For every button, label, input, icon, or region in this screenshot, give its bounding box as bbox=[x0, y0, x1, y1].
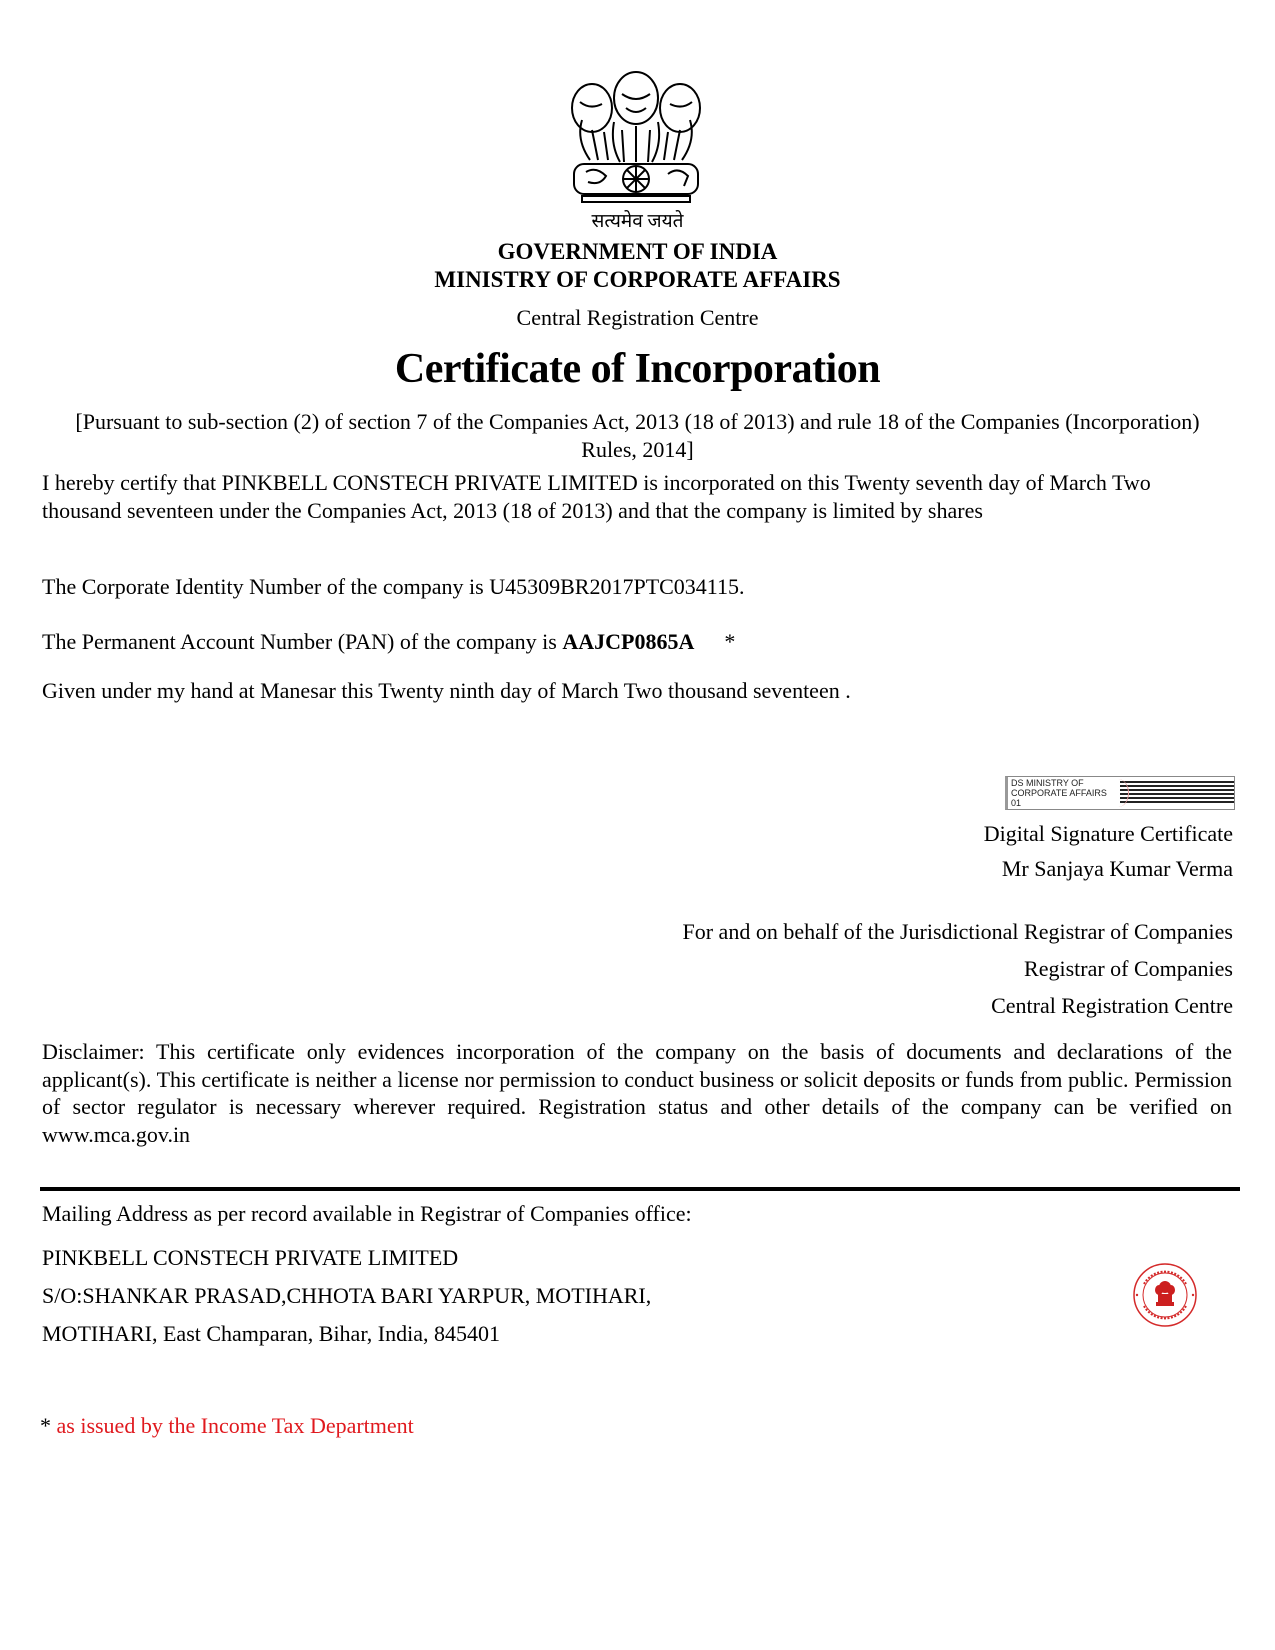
digital-signature-label: Digital Signature Certificate bbox=[983, 821, 1233, 846]
government-label: GOVERNMENT OF INDIA bbox=[497, 239, 778, 264]
footnote-marker: * bbox=[40, 1413, 51, 1438]
stamp-signer-label: DS MINISTRY OF CORPORATE AFFAIRS 01 bbox=[1011, 778, 1107, 808]
signatory-name: Mr Sanjaya Kumar Verma bbox=[1001, 856, 1233, 881]
footnote-text: as issued by the Income Tax Department bbox=[56, 1413, 414, 1438]
document-title: Certificate of Incorporation bbox=[394, 346, 881, 392]
disclaimer: Disclaimer: This certificate only evidences incorporation of the company on the basis of documents and declarations of the applicant(s). This certificate is neither a license nor permission to conduct business or solicit deposits or funds from public. Permission of sector regulator is necessary wherever required. Registration status and other details of the company can be verified on www.mca.gov.in bbox=[42, 1039, 1232, 1147]
pan-footnote-marker: * bbox=[724, 629, 736, 654]
on-behalf-label: For and on behalf of the Jurisdictional Registrar of Companies bbox=[682, 919, 1233, 944]
registrar-centre-label: Central Registration Centre bbox=[991, 993, 1233, 1018]
pan-footnote bbox=[40, 1413, 414, 1439]
national-emblem-icon bbox=[552, 60, 720, 210]
national-motto: सत्यमेव जयते bbox=[591, 211, 684, 232]
pan-statement bbox=[42, 628, 1242, 656]
ministry-label: MINISTRY OF CORPORATE AFFAIRS bbox=[434, 267, 841, 292]
cin-statement bbox=[42, 573, 1242, 601]
registrar-office-label: Registrar of Companies bbox=[1024, 956, 1233, 981]
issue-statement: Given under my hand at Manesar this Twenty ninth day of March Two thousand seventeen . bbox=[42, 678, 851, 703]
section-divider bbox=[40, 1187, 1240, 1191]
legal-reference: [Pursuant to sub-section (2) of section 7 of the Companies Act, 2013 (18 of 2013) and rule 18 of the Companies (Incorporation) Rules, 2014] bbox=[75, 409, 1200, 462]
cin-value: U45309BR2017PTC034115. bbox=[489, 574, 745, 599]
registrar-seal-icon bbox=[1132, 1262, 1198, 1328]
mailing-address-heading: Mailing Address as per record available in Registrar of Companies office: bbox=[42, 1201, 692, 1226]
address-line: MOTIHARI, East Champaran, Bihar, India, 845401 bbox=[42, 1321, 500, 1346]
issuing-authority-heading bbox=[0, 238, 1275, 294]
cin-label: The Corporate Identity Number of the company is bbox=[42, 574, 490, 599]
address-line: PINKBELL CONSTECH PRIVATE LIMITED bbox=[42, 1245, 459, 1270]
digital-signature-stamp bbox=[1005, 776, 1235, 810]
pan-label: The Permanent Account Number (PAN) of the company is bbox=[42, 629, 563, 654]
certification-statement: I hereby certify that PINKBELL CONSTECH PRIVATE LIMITED is incorporated on this Twenty seventh day of March Two thousand seventeen under the Companies Act, 2013 (18 of 2013) and that the company is limited by shares bbox=[42, 470, 1151, 523]
address-line: S/O:SHANKAR PRASAD,CHHOTA BARI YARPUR, MOTIHARI, bbox=[42, 1283, 652, 1308]
pan-value: AAJCP0865A bbox=[562, 629, 695, 654]
signature-validity-mark-icon bbox=[1108, 779, 1129, 807]
registration-centre-label: Central Registration Centre bbox=[516, 305, 759, 330]
stamp-fine-print bbox=[1116, 779, 1234, 807]
